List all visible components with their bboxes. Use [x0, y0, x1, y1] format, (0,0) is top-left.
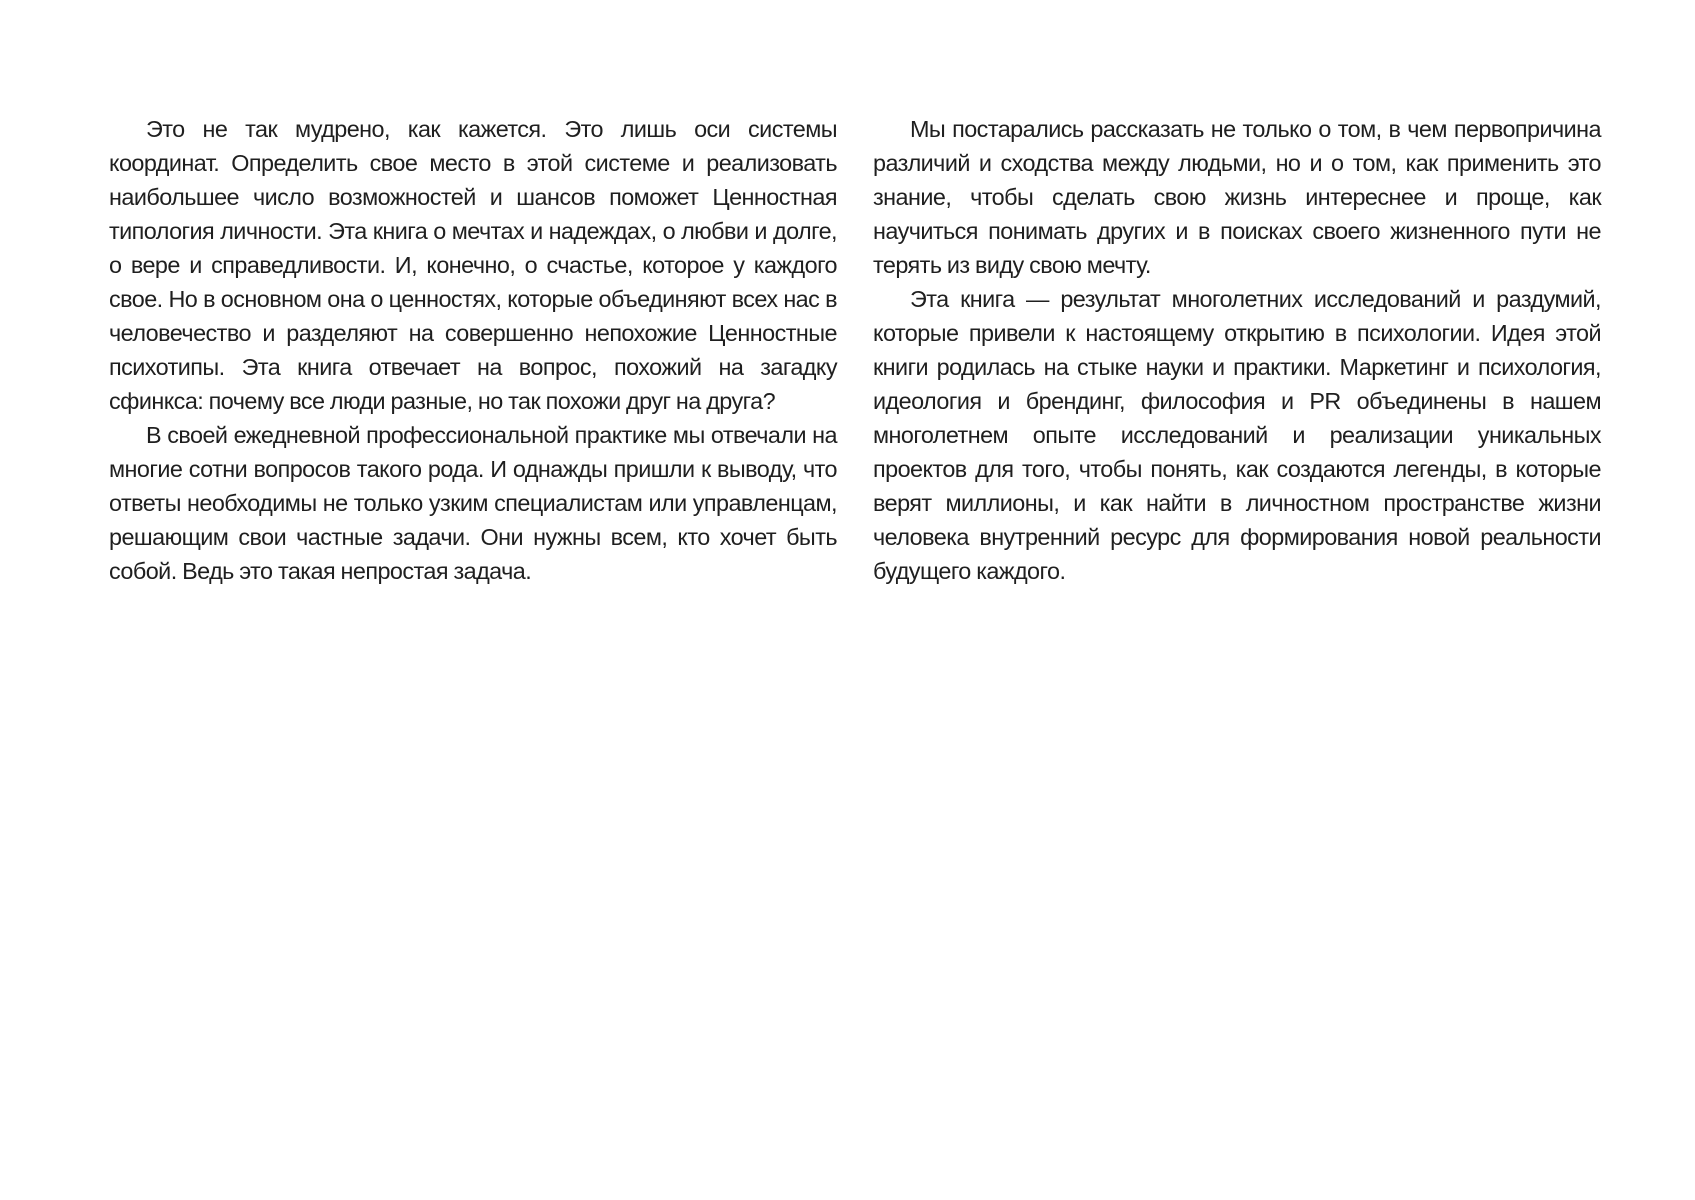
paragraph-right-2: Эта книга — результат многолетних исследований и раздумий, которые привели к настоящему открытию в психологии. Идея этой книги родилась на стыке науки и практики. Маркетинг и психология, идеология и брендинг, философия и PR объединены в нашем многолетнем опыте исследований и реализации уникальных проектов для того, чтобы понять, как создаются легенды, в которые верят миллионы, и как найти в личностном пространстве жизни человека внутренний ресурс для формирования новой реальности будущего каждого. [873, 286, 1601, 584]
left-text-column [109, 112, 837, 588]
right-text-column [873, 112, 1601, 588]
paragraph-left-2: В своей ежедневной профессиональной практике мы отвечали на многие сотни вопросов такого рода. И однажды пришли к выводу, что ответы необходимы не только узким специалистам или управленцам, решающим свои частные задачи. Они нужны всем, кто хочет быть собой. Ведь это такая непростая задача. [109, 422, 837, 584]
paragraph-left-1: Это не так мудрено, как кажется. Это лишь оси системы координат. Определить свое место в этой системе и реализовать наибольшее число возможностей и шансов поможет Ценностная типология личности. Эта книга о мечтах и надеждах, о любви и долге, о вере и справедливости. И, конечно, о счастье, которое у каждого свое. Но в основном она о ценностях, которые объединяют всех нас в человечество и разделяют на совершенно непохожие Ценностные психотипы. Эта книга отвечает на вопрос, похожий на загадку сфинкса: почему все люди разные, но так похожи друг на друга? [109, 116, 837, 414]
paragraph-right-1: Мы постарались рассказать не только о том, в чем первопричина различий и сходства между людьми, но и о том, как применить это знание, чтобы сделать свою жизнь интереснее и проще, как научиться понимать других и в поисках своего жизненного пути не терять из виду свою мечту. [873, 116, 1601, 278]
